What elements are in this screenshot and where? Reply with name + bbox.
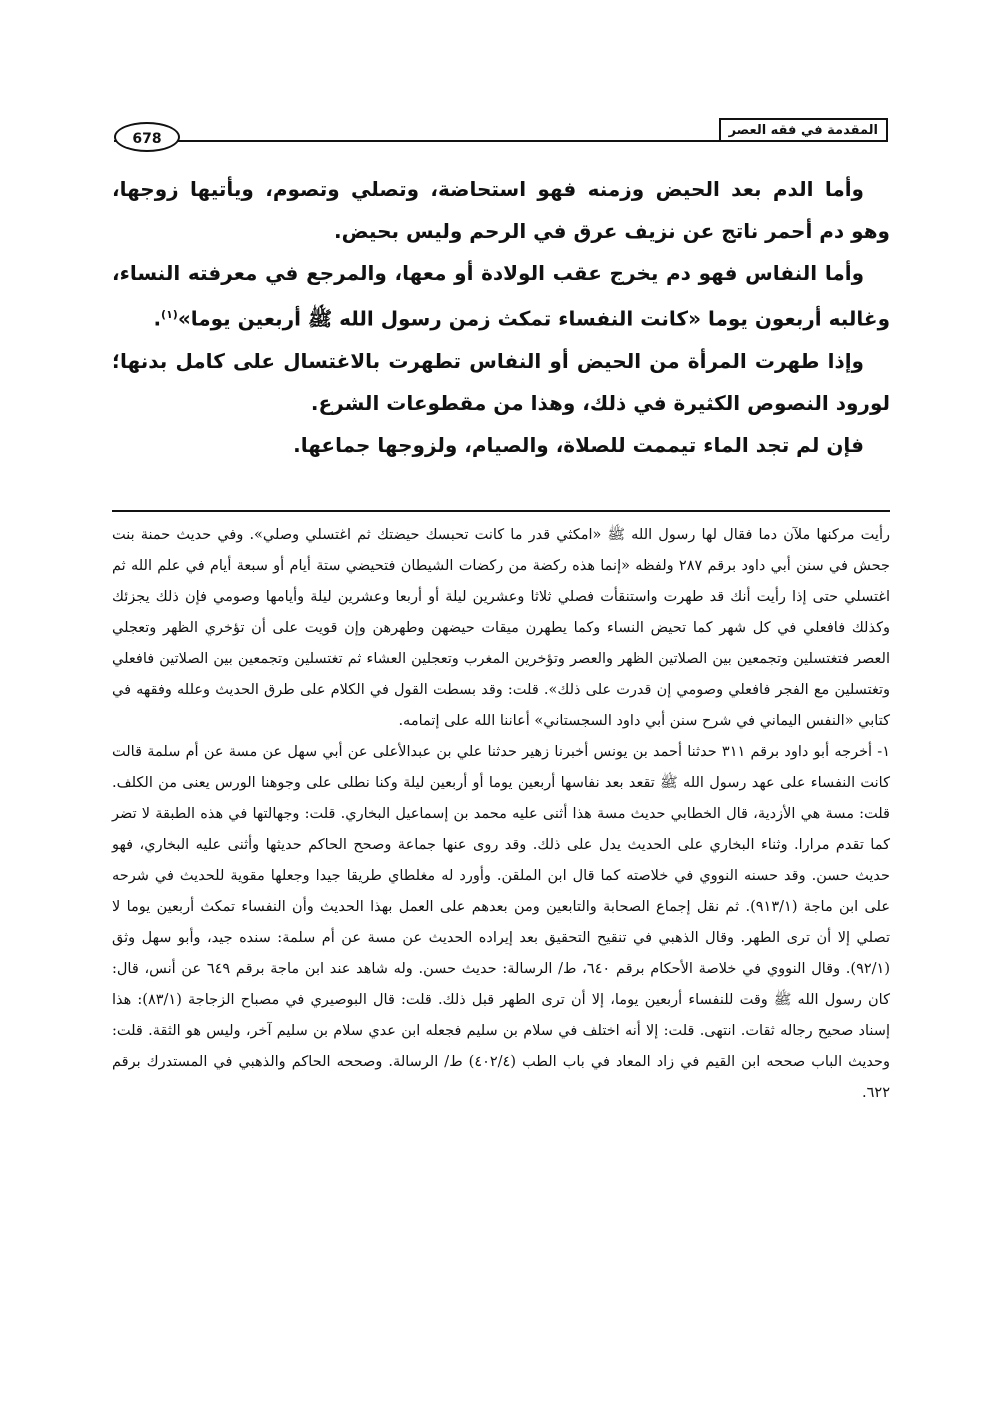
footnote-1: ١- أخرجه أبو داود برقم ٣١١ حدثنا أحمد بن يونس أخبرنا زهير حدثنا علي بن عبدالأعلى عن أبي سهل عن مسة عن أم سلمة قالت كانت النفساء على عهد رسول الله ﷺ تقعد بعد نفاسها أربعين يوما أو أربعين ليلة وكنا نطلى على وجوهنا الورس يعنى من الكلف. قلت: مسة هي الأزدية، قال الخطابي حديث مسة هذا أثنى عليه محمد بن إسماعيل البخاري. قلت: وجهالتها في هذه الطبقة لا تضر كما تقدم مرارا. وثناء البخاري على الحديث يدل على ذلك. وقد روى عنها جماعة وصحح الحاكم حديثها وأثنى عليه البخاري، فهو حديث حسن. وقد حسنه النووي في خلاصته كما قال ابن الملقن. وأورد له مغلطاي طريقا جيدا وجعلها مقوية للحديث في شرحه على ابن ماجة (٩١٣/١). ثم نقل إجماع الصحابة والتابعين ومن بعدهم على العمل بهذا الحديث وأن النفساء تمكث أربعين يوما لا تصلي إلا أن ترى الطهر. وقال الذهبي في تنقيح التحقيق بعد إيراده الحديث عن مسة عن أم سلمة: سنده جيد، وأبو سهل وثق (٩٢/١). وقال النووي في خلاصة الأحكام برقم ٦٤٠، ط/ الرسالة: حديث حسن. وله شاهد عند ابن ماجة برقم ٦٤٩ عن أنس، قال: كان رسول الله ﷺ وقت للنفساء أربعين يوما، إلا أن ترى الطهر قبل ذلك. قلت: قال البوصيري في مصباح الزجاجة (٨٣/١): هذا إسناد صحيح رجاله ثقات. انتهى. قلت: إلا أنه اختلف في سلام بن سليم فجعله ابن عدي سلام بن سليم آخر، وليس هو الثقة. قلت: وحديث الباب صححه ابن القيم في زاد المعاد في باب الطب (٤٠٢/٤) ط/ الرسالة. وصححه الحاكم والذهبي في المستدرك برقم ٦٢٢. xyxy=(112,744,890,1101)
footnotes xyxy=(112,520,890,1109)
running-title: المقدمة في فقه العصر xyxy=(719,118,888,140)
footnote-ref[interactable]: (١) xyxy=(161,308,178,321)
paragraph-nifas-end: . xyxy=(153,306,162,331)
paragraph-tahara: وإذا طهرت المرأة من الحيض أو النفاس تطهرت بالاغتسال على كامل بدنها؛ لورود النصوص الكثيرة في ذلك، وهذا من مقطوعات الشرع. xyxy=(112,348,890,415)
main-text xyxy=(112,168,890,466)
footnote-continuation: رأيت مركنها ملآن دما فقال لها رسول الله ﷺ «امكثي قدر ما كانت تحبسك حيضتك ثم اغتسلي وصلي». وفي حديث حمنة بنت جحش في سنن أبي داود برقم ٢٨٧ ولفظه «إنما هذه ركضة من ركضات الشيطان فتحيضي ستة أيام أو سبعة أيام في علم الله ثم اغتسلي حتى إذا رأيت أنك قد طهرت واستنقأت فصلي ثلاثا وعشرين ليلة أو أربعا وعشرين ليلة وأيامها وصومي فإن ذلك يجزئك وكذلك فافعلي في كل شهر كما تحيض النساء وكما يطهرن ميقات حيضهن وطهرهن وإن قويت على أن تؤخري الظهر وتعجلي العصر فتغتسلين وتجمعين بين الصلاتين الظهر والعصر وتؤخرين المغرب وتعجلين العشاء ثم تغتسلين وتجمعين بين الصلاتين فافعلي وتغتسلين مع الفجر فافعلي وصومي إن قدرت على ذلك». قلت: وقد بسطت القول في الكلام على طرق الحديث وعلله وفقهه في كتابي «النفس اليماني في شرح سنن أبي داود السجستاني» أعاننا الله على إتمامه. xyxy=(112,527,890,729)
paragraph-nifas-text: وأما النفاس فهو دم يخرج عقب الولادة أو معها، والمرجع في معرفته النساء، وغالبه أربعون يوما «كانت النفساء تمكث زمن رسول الله ﷺ أربعين يوما» xyxy=(112,261,890,331)
page-number: 678 xyxy=(114,122,180,152)
page-header xyxy=(114,118,888,147)
paragraph-nifas xyxy=(112,252,890,340)
paragraph-tayammum: فإن لم تجد الماء تيممت للصلاة، والصيام، ولزوجها جماعها. xyxy=(293,432,864,457)
footnote-separator xyxy=(112,510,890,512)
paragraph-istihada: وأما الدم بعد الحيض وزمنه فهو استحاضة، وتصلي وتصوم، ويأتيها زوجها، وهو دم أحمر ناتج عن نزيف عرق في الرحم وليس بحيض. xyxy=(112,177,890,243)
